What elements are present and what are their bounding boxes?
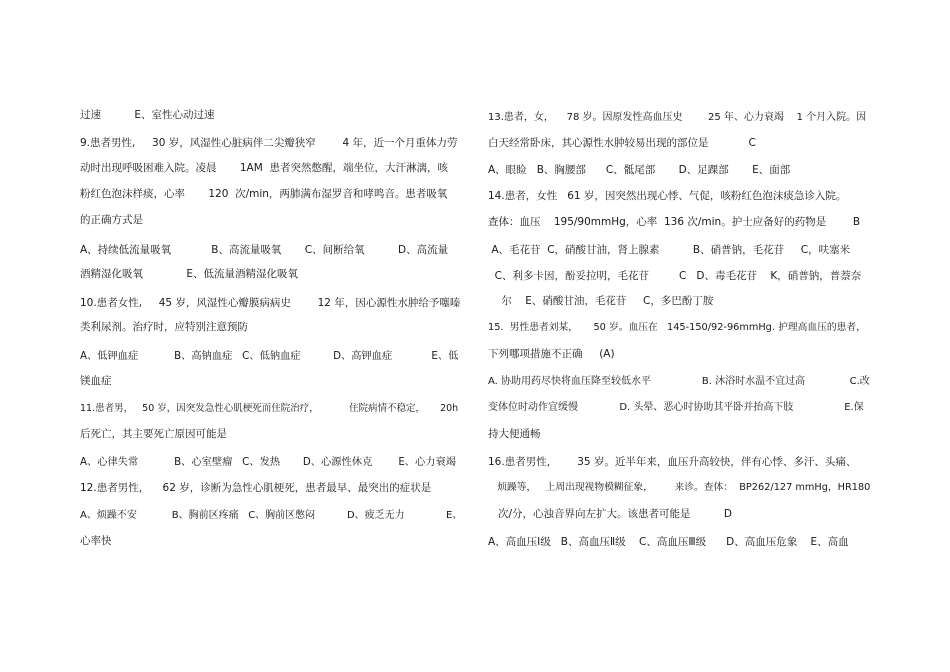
text-line: 粉红色泡沫样痰，心率 120 次/min，两肺满布湿罗音和哮鸣音。患者吸氧 (80, 188, 448, 200)
text-line: A. 协助用药尽快将血压降至较低水平 B. 沐浴时水温不宜过高 C.改 (488, 376, 870, 387)
text-line: 酒精湿化吸氧 E、低流量酒精湿化吸氧 (80, 268, 299, 280)
text-line: 查体：血压 195/90mmHg，心率 136 次/min。护士应备好的药物是 B (488, 216, 861, 228)
text-line: 过速 E、室性心动过速 (80, 109, 215, 121)
text-line: 白天经常卧床，其心源性水肿较易出现的部位是 C (488, 137, 756, 149)
text-line: A、毛花苷 C，硝酸甘油，肾上腺素 B、硝普钠，毛花苷 C，呋塞米 (488, 244, 851, 256)
text-line: 心率快 (80, 535, 112, 547)
text-line: 的正确方式是 (80, 214, 143, 226)
text-line: A、心律失常 B、心室壁瘤 C、发热 D、心源性休克 E、心力衰竭 (80, 456, 457, 468)
text-line: 后死亡，其主要死亡原因可能是 (80, 428, 227, 440)
text-line: 持大便通畅 (488, 428, 541, 440)
text-line: 11.患者男， 50 岁，因突发急性心肌梗死而住院治疗， 住院病情不稳定， 20h (80, 403, 459, 414)
text-line: 烦躁等， 上周出现视物模糊征象， 来诊。查体： BP262/127 mmHg，HR180 (488, 482, 871, 493)
text-line: 12.患者男性， 62 岁，诊断为急性心肌梗死，患者最早、最突出的症状是 (80, 482, 432, 494)
text-line: 类利尿剂。治疗时，应特别注意预防 (80, 321, 248, 333)
text-line: 16.患者男性， 35 岁。近半年来，血压升高较快，伴有心悸、多汗、头痛、 (488, 456, 857, 468)
text-line: 次/分，心浊音界向左扩大。该患者可能是 D (488, 508, 733, 520)
text-line: A、低钾血症 B、高钠血症 C、低钠血症 D、高钾血症 E、低 (80, 350, 459, 362)
text-line: 13.患者，女， 78 岁。因原发性高血压史 25 年、心力衰竭 1 个月入院。因 (488, 112, 867, 123)
text-line: A、眼睑 B、胸腰部 C、骶尾部 D、足踝部 E、面部 (488, 164, 791, 176)
text-line: 镁血症 (80, 375, 112, 387)
text-line: 尔 E、硝酸甘油，毛花苷 C，多巴酚丁胺 (488, 295, 714, 307)
text-line: 9.患者男性, 30 岁，风湿性心脏病伴二尖瓣狭窄 4 年，近一个月重体力劳 (80, 137, 458, 149)
text-line: 10.患者女性, 45 岁，风湿性心瓣膜病病史 12 年，因心源性水肿给予噻嗪 (80, 297, 461, 309)
text-line: 下列哪项措施不正确 (A) (488, 348, 615, 360)
text-line: A、持续低流量吸氧 B、高流量吸氧 C、间断给氧 D、高流量 (80, 244, 449, 256)
text-line: C、利多卡因，酚妥拉明，毛花苷 C D、毒毛花苷 K，硝普钠，普萘奈 (488, 270, 862, 282)
text-line: 动时出现呼吸困难入院。凌晨 1AM 患者突然憋醒，端坐位，大汗淋漓，咳 (80, 162, 448, 174)
text-line: 变体位时动作宜缓慢 D. 头晕、恶心时协助其平卧并抬高下肢 E.保 (488, 402, 864, 413)
text-line: 15. 男性患者刘某， 50 岁。血压在 145-150/92-96mmHg. 护理高血压的患者， (488, 322, 866, 333)
text-line: A、烦躁不安 B、胸前区疼痛 C、胸前区憋闷 D、疲乏无力 E、 (80, 510, 463, 521)
text-line: A、高血压Ⅰ级 B、高血压Ⅱ级 C、高血压Ⅲ级 D、高血压危象 E、高血 (488, 536, 849, 548)
text-line: 14.患者，女性 61 岁，因突然出现心悸、气促，咳粉红色泡沫痰急诊入院。 (488, 190, 847, 202)
